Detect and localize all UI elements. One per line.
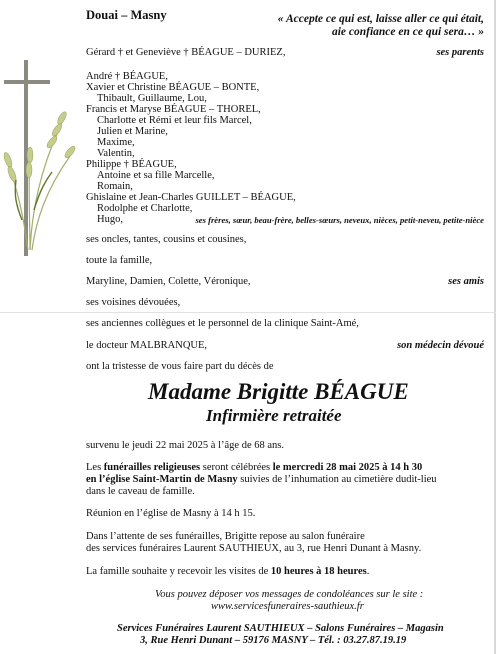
quote-line-2: aie confiance en ce qui sera… »	[331, 26, 484, 38]
friends-label: ses amis	[448, 276, 484, 287]
announce-line: ont la tristesse de vous faire part du décès de	[86, 361, 274, 372]
uncles-line: ses oncles, tantes, cousins et cousines,	[86, 234, 247, 245]
neighbors-line: ses voisines dévouées,	[86, 297, 181, 308]
deceased-title: Infirmière retraitée	[206, 406, 342, 425]
sibling-line: Francis et Maryse BÉAGUE – THOREL,	[86, 104, 261, 115]
wait-line-1: Dans l’attente de ses funérailles, Brigitte repose au salon funéraire	[86, 531, 365, 542]
quote-line-1: « Accepte ce qui est, laisse aller ce qui était,	[277, 13, 484, 25]
siblings-label: ses frères, sœur, beau-frère, belles-sœurs, neveux, nièces, petit-neveu, petite-nièce	[195, 215, 484, 225]
funeral-line-1: Les funérailles religieuses seront célébrées le mercredi 28 mai 2025 à 14 h 30	[86, 462, 423, 473]
funeral-line-2: en l’église Saint-Martin de Masny suivies de l’inhumation au cimetière dudit-lieu	[86, 474, 437, 485]
wait-line-2: des services funéraires Laurent SAUTHIEUX, au 3, rue Henri Dunant à Masny.	[86, 543, 422, 554]
doctor-label: son médecin dévoué	[397, 340, 484, 351]
parents-line: Gérard † et Geneviève † BÉAGUE – DURIEZ,	[86, 47, 286, 58]
sibling-line: Xavier et Christine BÉAGUE – BONTE,	[86, 82, 260, 93]
family-line: toute la famille,	[86, 255, 153, 266]
cross-wheat-icon	[0, 60, 80, 260]
sibling-line: Maxime,	[97, 137, 135, 148]
deceased-name: Madame Brigitte BÉAGUE	[148, 379, 409, 404]
meeting-line: Réunion en l’église de Masny à 14 h 15.	[86, 508, 256, 519]
sibling-line: Rodolphe et Charlotte,	[97, 203, 193, 214]
sibling-line: Valentin,	[97, 148, 135, 159]
fold-line	[0, 312, 496, 313]
colleagues-line: ses anciennes collègues et le personnel de la clinique Saint-Amé,	[86, 318, 359, 329]
condolences-website[interactable]: www.servicesfuneraires-sauthieux.fr	[211, 601, 364, 612]
sibling-line: Ghislaine et Jean-Charles GUILLET – BÉAGUE,	[86, 192, 296, 203]
visits-line: La famille souhaite y recevoir les visites de 10 heures à 18 heures.	[86, 566, 370, 577]
funeral-line-3: dans le caveau de famille.	[86, 486, 195, 497]
death-line: survenu le jeudi 22 mai 2025 à l’âge de 68 ans.	[86, 440, 284, 451]
parents-label: ses parents	[436, 47, 484, 58]
sibling-line: Julien et Marine,	[97, 126, 168, 137]
sibling-line: Romain,	[97, 181, 133, 192]
location: Douai – Masny	[86, 8, 167, 22]
sibling-line: André † BÉAGUE,	[86, 71, 168, 82]
sibling-line: Thibault, Guillaume, Lou,	[97, 93, 207, 104]
sibling-line: Charlotte et Rémi et leur fils Marcel,	[97, 115, 252, 126]
condolences-text: Vous pouvez déposer vos messages de condoléances sur le site :	[155, 589, 424, 600]
sibling-line: Hugo,	[97, 214, 123, 225]
doctor-line: le docteur MALBRANQUE,	[86, 340, 208, 351]
sibling-line: Philippe † BÉAGUE,	[86, 159, 177, 170]
sibling-line: Antoine et sa fille Marcelle,	[97, 170, 215, 181]
friends-line: Maryline, Damien, Colette, Véronique,	[86, 276, 251, 287]
footer-line-2: 3, Rue Henri Dunant – 59176 MASNY – Tél. : 03.27.87.19.19	[140, 635, 407, 646]
footer-line-1: Services Funéraires Laurent SAUTHIEUX – Salons Funéraires – Magasin	[117, 623, 444, 634]
